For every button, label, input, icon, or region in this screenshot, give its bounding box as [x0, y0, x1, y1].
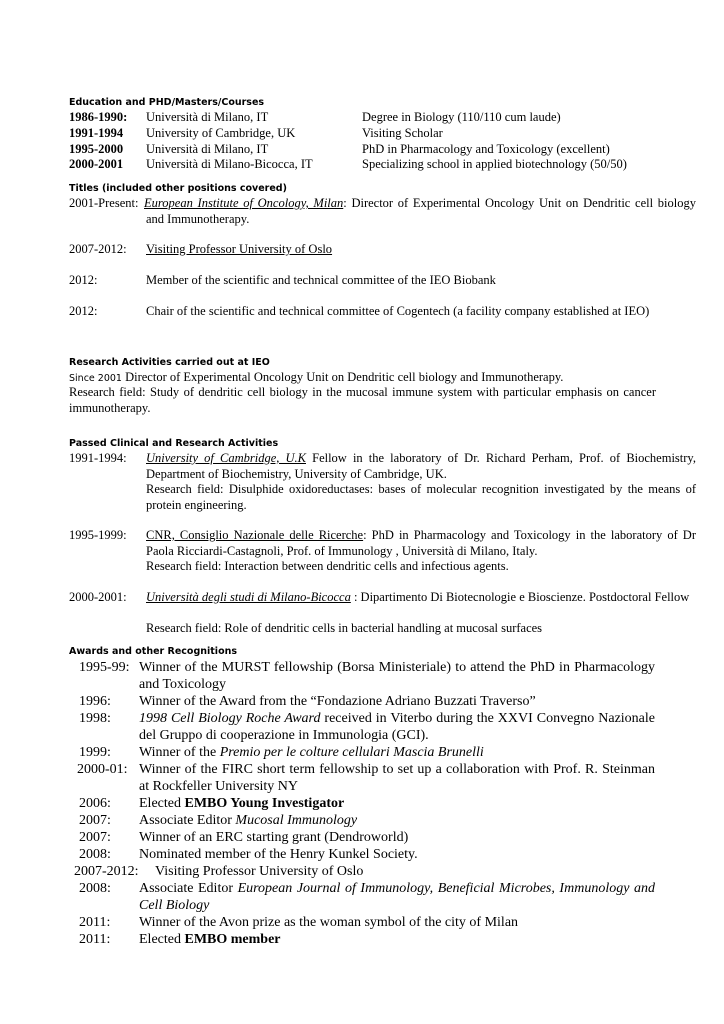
award-date: 2008:	[79, 881, 111, 896]
passed-date: 1991-1994:	[69, 451, 127, 465]
education-date: 2000-2001	[69, 157, 124, 171]
award-text	[139, 693, 655, 710]
education-date: 1995-2000	[69, 142, 124, 156]
title-item	[146, 242, 696, 258]
award-text-part: Winner of the Avon prize as the woman symbol of the city of Milan	[139, 915, 519, 930]
passed-item	[146, 590, 696, 606]
award-date: 2007-2012:	[74, 864, 139, 879]
research-since: Since 2001	[69, 373, 122, 384]
education-institution: Università di Milano-Bicocca, IT	[146, 157, 313, 171]
award-text-part: Winner of the MURST fellowship (Borsa Ministeriale) to attend the PhD in Pharmacology and Toxicology	[139, 660, 655, 692]
award-text	[139, 829, 655, 846]
awards-heading: Awards and other Recognitions	[69, 646, 238, 657]
passed-field: Research field: Interaction between dendritic cells and infectious agents.	[146, 559, 509, 573]
passed-item	[146, 451, 696, 482]
title-date: 2012:	[69, 273, 98, 287]
award-text-part: Winner of the FIRC short term fellowship to set up a collaboration with Prof. R. Steinman at Rockfeller University NY	[139, 762, 655, 794]
award-text	[155, 863, 655, 880]
education-institution: University of Cambridge, UK	[146, 126, 296, 140]
education-institution: Università di Milano, IT	[146, 142, 269, 156]
title-text: : Director of Experimental Oncology Unit on Dendritic cell biology and Immunotherapy.	[146, 196, 696, 226]
award-text-part: Associate Editor	[139, 813, 236, 828]
award-date: 2006:	[79, 796, 111, 811]
title-text: Chair of the scientific and technical committee of Cogentech (a facility company established at IEO)	[146, 304, 650, 318]
award-text	[139, 812, 655, 829]
award-emphasis: EMBO Young Investigator	[184, 796, 345, 811]
award-text-part: Elected	[139, 796, 185, 811]
award-text-part: Winner of an ERC starting grant (Dendroworld)	[139, 830, 409, 845]
title-date: 2007-2012:	[69, 242, 127, 256]
passed-text: : Dipartimento Di Biotecnologie e Bioscienze. Postdoctoral Fellow	[350, 590, 690, 604]
award-text	[139, 914, 655, 931]
passed-text: Fellow in the laboratory of Dr. Richard Perham, Prof. of Biochemistry, Department of Biochemistry, University of Cambridge, UK.	[146, 451, 696, 481]
award-text	[139, 931, 655, 948]
award-italic: European Journal of Immunology, Beneficial Microbes, Immunology and Cell Biology	[139, 881, 655, 913]
title-date: 2012:	[69, 304, 98, 318]
award-date: 2011:	[79, 915, 111, 930]
award-date: 1998:	[79, 711, 111, 726]
award-text-part: Winner of the	[139, 745, 220, 760]
institution-link[interactable]: University of Cambridge, U.K	[146, 451, 306, 465]
title-item	[146, 196, 696, 227]
award-text	[139, 846, 655, 863]
education-degree: PhD in Pharmacology and Toxicology (excellent)	[362, 142, 610, 156]
award-text-part: Associate Editor	[139, 881, 238, 896]
title-text: Member of the scientific and technical committee of the IEO Biobank	[146, 273, 496, 287]
research-heading: Research Activities carried out at IEO	[69, 357, 270, 368]
education-date: 1986-1990:	[69, 110, 128, 124]
institution-link[interactable]: European Institute of Oncology, Milan	[144, 196, 344, 210]
award-text-part: Nominated member of the Henry Kunkel Society.	[139, 847, 418, 862]
award-text-part: received in Viterbo during the XXVI Convegno Nazionale del Gruppo di cooperazione in Immunologia (GCI).	[139, 711, 655, 743]
education-degree: Degree in Biology (110/110 cum laude)	[362, 110, 561, 124]
award-text	[139, 659, 655, 693]
institution-link[interactable]: Università degli studi di Milano-Bicocca	[146, 590, 351, 604]
titles-heading: Titles (included other positions covered)	[69, 183, 287, 194]
education-date: 1991-1994	[69, 126, 124, 140]
award-text-part: Visiting Professor University of Oslo	[155, 864, 364, 879]
passed-heading: Passed Clinical and Research Activities	[69, 438, 279, 449]
education-degree: Specializing school in applied biotechnology (50/50)	[362, 157, 627, 171]
award-date: 2008:	[79, 847, 111, 862]
title-item	[146, 273, 696, 289]
award-date: 2000-01:	[77, 762, 128, 777]
passed-item	[146, 528, 696, 559]
award-text-part: Winner of the Award from the “Fondazione Adriano Buzzati Traverso”	[139, 694, 536, 709]
research-text: Director of Experimental Oncology Unit on Dendritic cell biology and Immunotherapy.	[121, 370, 564, 384]
passed-date: 1995-1999:	[69, 528, 127, 542]
award-text	[139, 761, 655, 795]
passed-field: Research field: Role of dendritic cells in bacterial handling at mucosal surfaces	[146, 621, 543, 635]
award-italic: Mucosal Immunology	[235, 813, 358, 828]
award-italic: Premio per le colture cellulari Mascia Brunelli	[219, 745, 484, 760]
title-item	[146, 304, 656, 320]
award-date: 1995-99:	[79, 660, 130, 675]
education-heading: Education and PHD/Masters/Courses	[69, 97, 265, 108]
education-institution: Università di Milano, IT	[146, 110, 269, 124]
award-emphasis: EMBO member	[184, 932, 281, 947]
award-italic: 1998 Cell Biology Roche Award	[139, 711, 321, 726]
award-date: 1999:	[79, 745, 111, 760]
institution-link[interactable]: CNR, Consiglio Nazionale delle Ricerche	[146, 528, 364, 542]
award-date: 2007:	[79, 813, 111, 828]
passed-field: Research field: Disulphide oxidoreductases: bases of molecular recognition investigated by the means of protein engineering.	[146, 482, 696, 512]
education-degree: Visiting Scholar	[362, 126, 443, 140]
award-text-part: Elected	[139, 932, 185, 947]
title-date: 2001-Present:	[69, 196, 139, 210]
passed-text: : PhD in Pharmacology and Toxicology in the laboratory of Dr Paola Ricciardi-Castagnoli, Prof. of Immunology , Università di Milano, Italy.	[146, 528, 696, 558]
award-text	[139, 744, 655, 761]
award-text	[139, 795, 655, 812]
research-field: Research field: Study of dendritic cell biology in the mucosal immune system with particular emphasis on cancer immunotherapy.	[69, 385, 656, 415]
award-date: 2007:	[79, 830, 111, 845]
award-date: 1996:	[79, 694, 111, 709]
award-text	[139, 710, 655, 744]
institution-link[interactable]: Visiting Professor University of Oslo	[146, 242, 333, 256]
award-date: 2011:	[79, 932, 111, 947]
award-text	[139, 880, 655, 914]
passed-date: 2000-2001:	[69, 590, 127, 604]
